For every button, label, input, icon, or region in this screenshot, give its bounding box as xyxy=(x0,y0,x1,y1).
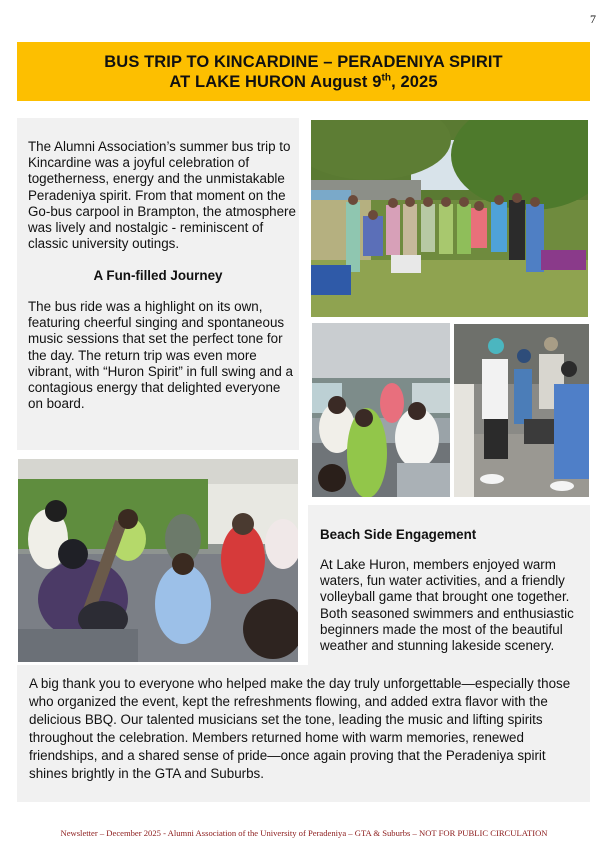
group-photo-image xyxy=(311,120,588,317)
beach-paragraph: At Lake Huron, members enjoyed warm waters, fun water activities, and a friendly volleyball game that brought one together. Both seasoned swimmers and enthusiastic beginners made the most of the beautiful weather and stunning lakeside scenery. xyxy=(320,557,574,654)
title-line-2-suffix: , 2025 xyxy=(391,72,438,91)
group-photo xyxy=(311,120,588,317)
thanks-text-box xyxy=(17,665,590,802)
journey-subheading: A Fun-filled Journey xyxy=(93,268,223,283)
title-banner xyxy=(17,42,590,101)
title-line-2-prefix: AT LAKE HURON August 9 xyxy=(169,72,382,91)
intro-text-box xyxy=(17,118,299,450)
guitar-session-photo xyxy=(18,459,298,662)
page-number: 7 xyxy=(590,12,596,26)
thanks-paragraph: A big thank you to everyone who helped make the day truly unforgettable—especially those who organized the event, kept the refreshments flowing, and added extra flavor with the delicious BBQ. Our talented musicians set the tone, leading the music and lifting spirits throughout the celebration. Members returned home with warm memories, renewed friendships, and a shared sense of pride—once again proving that the Peradeniya spirit shines brightly in the GTA and Suburbs. xyxy=(29,676,571,781)
journey-paragraph: The bus ride was a highlight on its own, featuring cheerful singing and spontaneous music sessions that set the perfect tone for the day. The return trip was even more vibrant, with “Huron Spirit” in full swing and a contagious energy that delighted everyone on board. xyxy=(28,299,293,412)
title-ordinal-suffix: th xyxy=(381,72,392,83)
bbq-photo-image xyxy=(454,324,589,497)
bus-interior-photo-image xyxy=(312,323,450,497)
intro-paragraph: The Alumni Association’s summer bus trip to Kincardine was a joyful celebration of togetherness, energy and the unmistakable Peradeniya spirit. From that moment on the Go-bus carpool in Brampton, the atmosphere was lively and nostalgic - reminiscent of classic university outings. xyxy=(28,139,296,252)
bbq-photo xyxy=(454,324,589,497)
title-line-2 xyxy=(169,72,437,92)
guitar-session-photo-image xyxy=(18,459,298,662)
title-line-1: BUS TRIP TO KINCARDINE – PERADENIYA SPIRIT xyxy=(104,52,503,71)
beach-text-box xyxy=(308,505,590,665)
bus-interior-photo xyxy=(312,323,450,497)
newsletter-footer: Newsletter – December 2025 - Alumni Association of the University of Peradeniya – GTA & Suburbs – NOT FOR PUBLIC CIRCULATION xyxy=(60,828,548,838)
beach-heading: Beach Side Engagement xyxy=(320,527,477,542)
